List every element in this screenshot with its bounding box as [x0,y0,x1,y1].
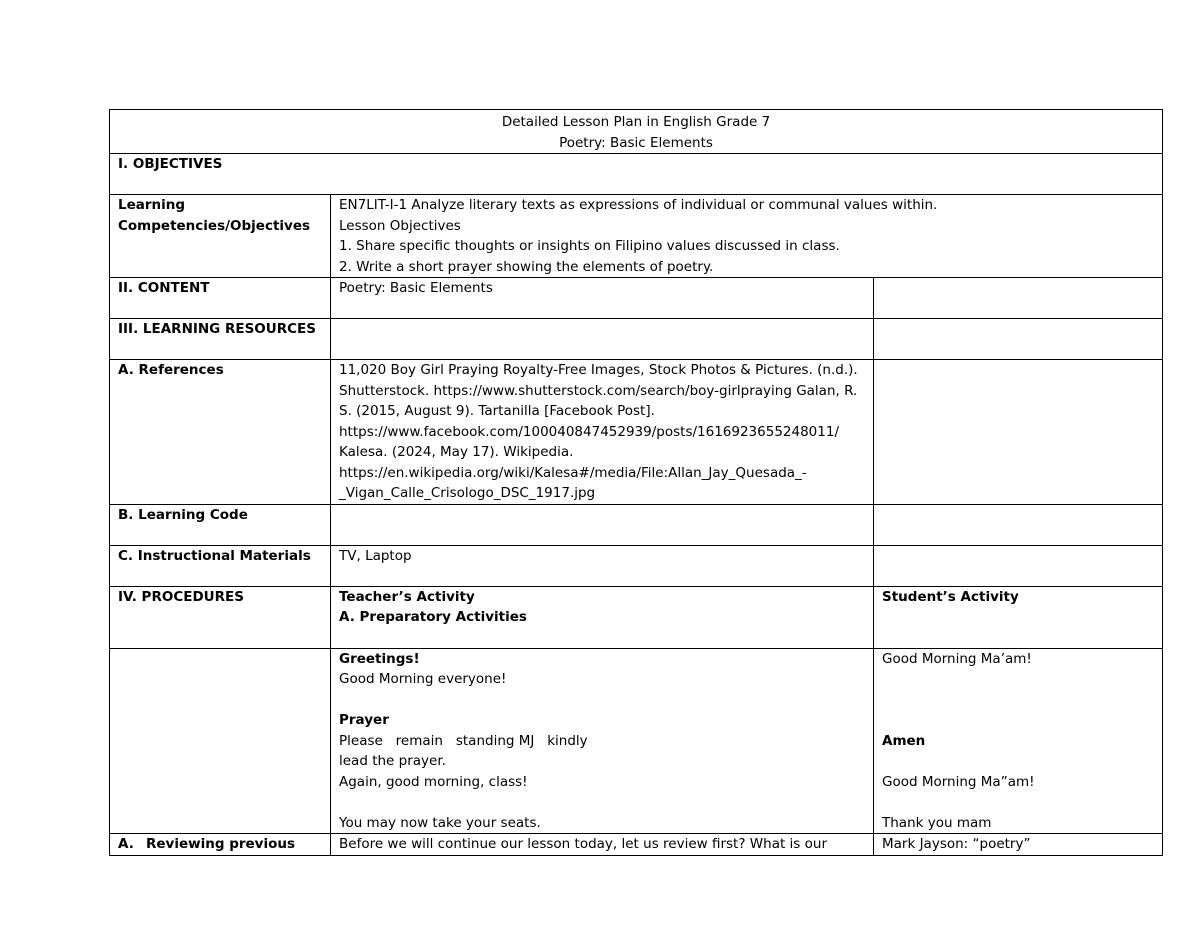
take-seats-text: You may now take your seats. [339,814,541,831]
competencies-label-line-1: Learning [118,197,186,213]
student-thanks: Thank you mam [882,814,992,831]
references-row [110,360,1163,505]
reference-line: Kalesa. (2024, May 17). Wikipedia. [339,444,574,460]
content-value: Poetry: Basic Elements [331,278,874,319]
reference-line: Shutterstock. https://www.shutterstock.com/search/boy-girlpraying Galan, R. [339,382,858,399]
learning-resources-empty-cell-2 [874,319,1163,360]
greetings-text: Good Morning everyone! [339,671,507,687]
spacer [882,690,1154,711]
objective-item-1: 1. Share specific thoughts or insights on Filipino values discussed in class. [339,238,840,254]
reviewing-label-cell [110,834,331,856]
prayer-label: Prayer [339,712,389,728]
spacer [882,792,1154,813]
instructional-materials-row [110,545,1163,586]
spacer [882,710,1154,731]
learning-code-row [110,504,1163,545]
reference-line: S. (2015, August 9). Tartanilla [Facebook Post]. [339,403,655,419]
competencies-label-cell [110,195,331,278]
content-label: II. CONTENT [110,278,331,319]
student-greeting: Good Morning Ma’am! [882,650,1032,667]
reference-line: _Vigan_Calle_Crisologo_DSC_1917.jpg [339,485,596,501]
student-amen: Amen [882,732,926,749]
objectives-heading-row [110,154,1163,195]
learning-code-label: B. Learning Code [110,504,331,545]
document-title: Detailed Lesson Plan in English Grade 7 [501,114,771,130]
reviewing-letter: A. [118,836,134,852]
prayer-line-2: lead the prayer. [339,753,446,769]
procedures-row [110,586,1163,648]
lesson-plan-table [109,109,1163,856]
learning-code-empty-cell [331,504,874,545]
reference-line: https://www.facebook.com/100040847452939/posts/1616923655248011/ [339,423,839,440]
student-activity-heading: Student’s Activity [874,586,1163,648]
references-empty-cell [874,360,1163,505]
learning-resources-empty-cell [331,319,874,360]
preparatory-activities-heading: A. Preparatory Activities [339,609,527,625]
instructional-materials-label: C. Instructional Materials [110,545,331,586]
again-greeting-text: Again, good morning, class! [339,773,528,790]
competency-line: EN7LIT-I-1 Analyze literary texts as expressions of individual or communal values within. [339,197,938,213]
competencies-text-cell [331,195,1163,278]
spacer [339,792,865,813]
objectives-heading: I. OBJECTIVES [110,154,1163,195]
reviewing-teacher-text: Before we will continue our lesson today, let us review first? What is our [331,834,874,856]
spacer [882,751,1154,772]
instructional-materials-empty-cell [874,545,1163,586]
objective-item-2: 2. Write a short prayer showing the elements of poetry. [339,258,714,275]
content-row [110,278,1163,319]
instructional-materials-value: TV, Laptop [331,545,874,586]
references-text-cell [331,360,874,505]
learning-code-empty-cell-2 [874,504,1163,545]
student-greeting-2: Good Morning Ma”am! [882,773,1035,790]
preparatory-teacher-cell [331,648,874,834]
teacher-activity-header-cell [331,586,874,648]
teacher-activity-heading: Teacher’s Activity [339,588,475,605]
reviewing-label: Reviewing previous [146,836,296,852]
competencies-label-line-2: Competencies/Objectives [118,217,311,234]
preparatory-student-cell [874,648,1163,834]
preparatory-row [110,648,1163,834]
competencies-row [110,195,1163,278]
reviewing-row [110,834,1163,856]
content-empty-cell [874,278,1163,319]
references-label: A. References [110,360,331,505]
procedures-label: IV. PROCEDURES [110,586,331,648]
reference-line: 11,020 Boy Girl Praying Royalty-Free Images, Stock Photos & Pictures. (n.d.). [339,362,858,378]
learning-resources-label: III. LEARNING RESOURCES [110,319,331,360]
preparatory-empty-cell [110,648,331,834]
learning-resources-row [110,319,1163,360]
title-cell [110,110,1163,154]
title-row [110,110,1163,154]
greetings-label: Greetings! [339,650,420,667]
document-subtitle: Poetry: Basic Elements [559,134,713,151]
reference-line: https://en.wikipedia.org/wiki/Kalesa#/media/File:Allan_Jay_Quesada_- [339,464,807,481]
spacer [339,690,865,711]
spacer [882,669,1154,690]
reviewing-student-text: Mark Jayson: “poetry” [874,834,1163,856]
prayer-line-1: Please remain standing MJ kindly [339,732,588,749]
lesson-objectives-heading: Lesson Objectives [339,217,461,234]
